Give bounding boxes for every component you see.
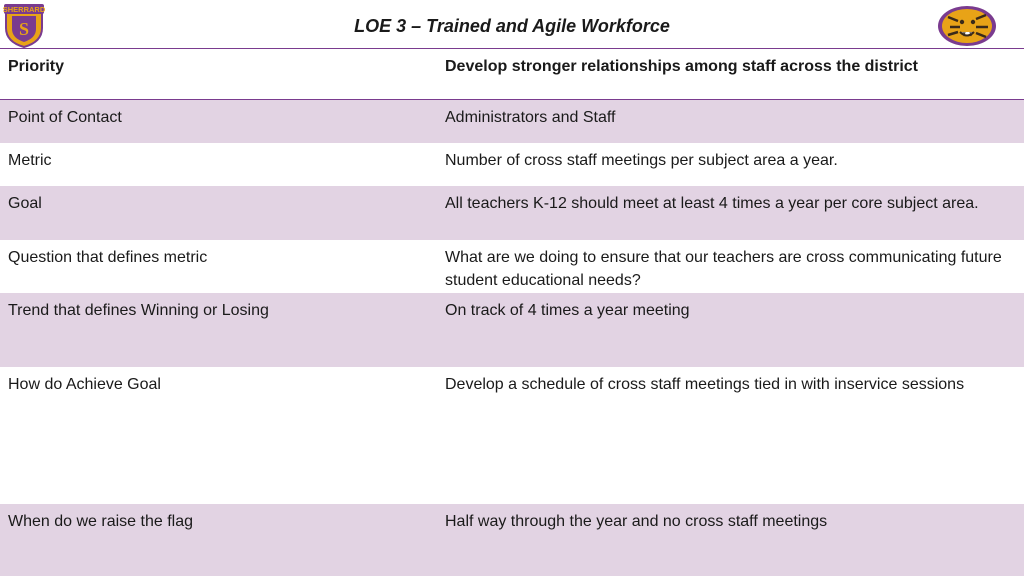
table-row (0, 293, 1024, 367)
table-row (0, 100, 1024, 143)
row-value: Half way through the year and no cross staff meetings (445, 513, 828, 530)
row-value: Number of cross staff meetings per subject area a year. (445, 152, 838, 169)
table-row (0, 504, 1024, 576)
row-value: Develop stronger relationships among staff across the district (445, 58, 918, 75)
table-row (0, 143, 1024, 186)
row-value: All teachers K-12 should meet at least 4 times a year per core subject area. (445, 195, 979, 212)
slide-header (0, 0, 1024, 50)
tiger-mascot-icon (936, 3, 998, 47)
row-value: What are we doing to ensure that our teachers are cross communicating future student educational needs? (445, 249, 1002, 289)
row-value: On track of 4 times a year meeting (445, 302, 690, 319)
row-label: Metric (8, 152, 52, 169)
table-row (0, 240, 1024, 293)
table-row (0, 186, 1024, 240)
row-value: Administrators and Staff (445, 109, 616, 126)
row-label: Priority (8, 58, 65, 75)
row-label: Point of Contact (8, 109, 122, 126)
row-label: How do Achieve Goal (8, 376, 161, 393)
logo-left-text: SHERRARD (2, 5, 46, 14)
row-value: Develop a schedule of cross staff meetings tied in with inservice sessions (445, 376, 965, 393)
row-label: Goal (8, 195, 42, 212)
page-title: LOE 3 – Trained and Agile Workforce (354, 16, 670, 36)
row-label: When do we raise the flag (8, 513, 193, 530)
logo-left-letter: S (18, 19, 30, 39)
row-label: Trend that defines Winning or Losing (8, 302, 269, 319)
table-row (0, 367, 1024, 504)
loe-table (0, 49, 1024, 576)
row-label: Question that defines metric (8, 249, 208, 266)
table-row (0, 49, 1024, 100)
